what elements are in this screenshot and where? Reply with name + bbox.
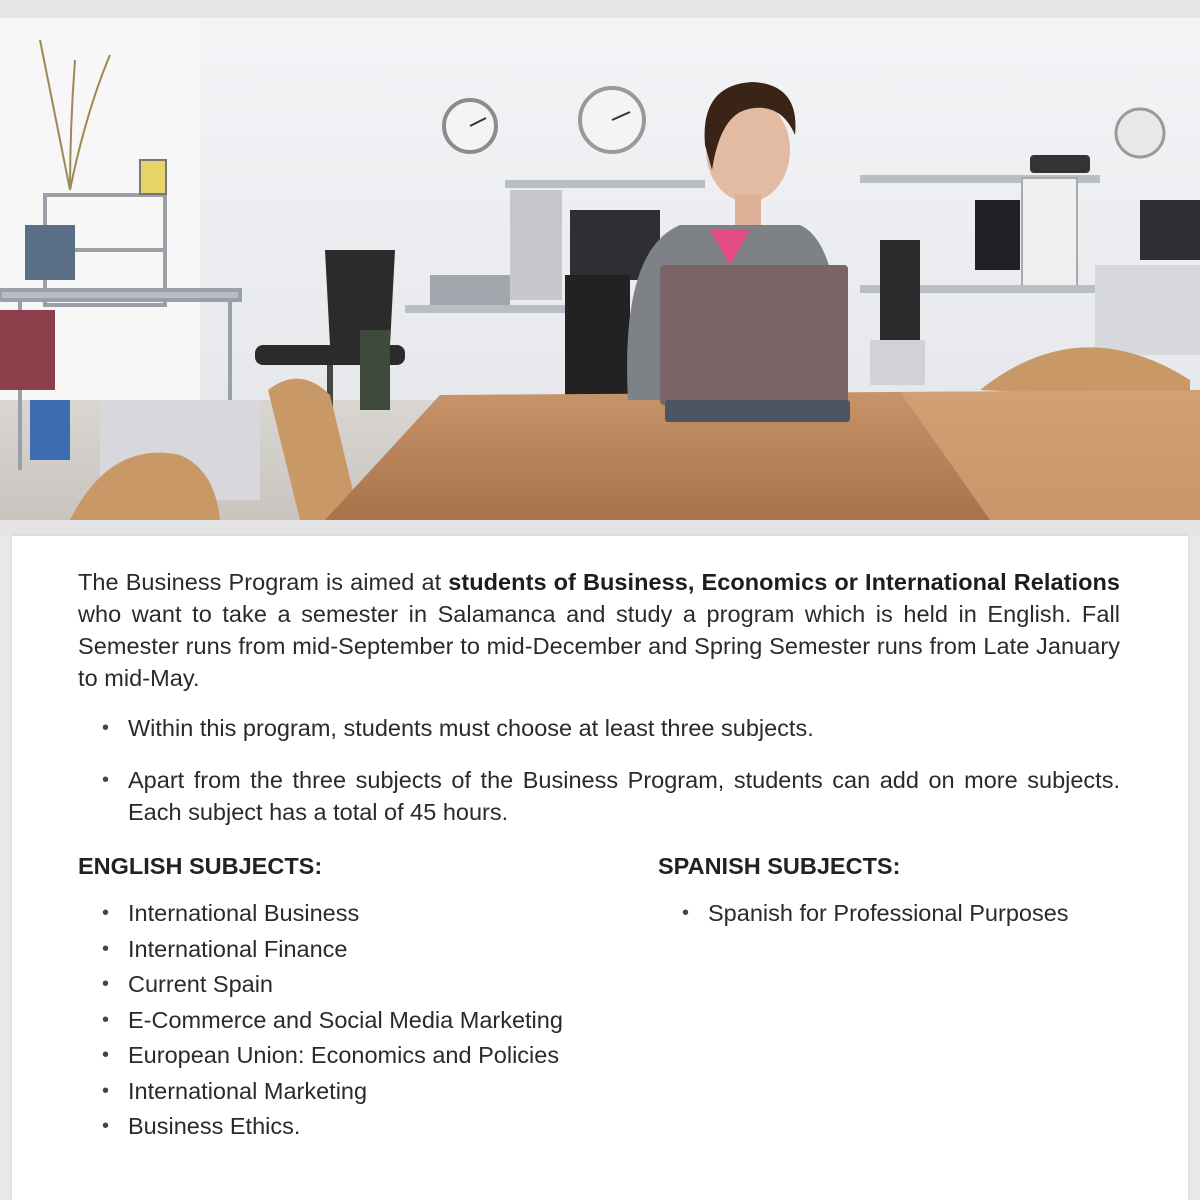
hero-photo <box>0 0 1200 520</box>
subject-item: • E-Commerce and Social Media Marketing <box>78 1003 638 1039</box>
program-rules-list <box>78 712 1120 828</box>
subject-item: • Spanish for Professional Purposes <box>658 896 1128 932</box>
subject-item: • International Finance <box>78 932 638 968</box>
office-illustration <box>0 0 1200 520</box>
spanish-subjects-section <box>658 850 1128 932</box>
section-separator <box>0 520 1200 536</box>
intro-text-end: who want to take a semester in Salamanca and study a program which is held in English. Fall Semester runs from mid-September to mid-December and Spring Semester runs from Late January to mid-May. <box>78 601 1120 691</box>
spanish-subjects-heading: SPANISH SUBJECTS: <box>658 853 901 879</box>
subjects-columns <box>78 850 1120 1170</box>
english-subjects-list <box>78 896 638 1145</box>
subject-item: • International Marketing <box>78 1074 638 1110</box>
subject-item: • International Business <box>78 896 638 932</box>
rule-item: • Apart from the three subjects of the Business Program, students can add on more subjects. Each subject has a total of 45 hours. <box>78 764 1120 828</box>
intro-paragraph <box>78 566 1120 694</box>
subject-item: • Current Spain <box>78 967 638 1003</box>
english-subjects-section <box>78 850 638 1145</box>
subject-item: • European Union: Economics and Policies <box>78 1038 638 1074</box>
program-content <box>78 566 1120 1170</box>
intro-emphasis: students of Business, Economics or International Relations <box>448 569 1120 595</box>
program-card <box>12 536 1188 1200</box>
intro-text-start: The Business Program is aimed at <box>78 569 449 595</box>
english-subjects-heading: ENGLISH SUBJECTS: <box>78 853 323 879</box>
rule-item: • Within this program, students must choose at least three subjects. <box>78 712 1120 744</box>
subject-item: • Business Ethics. <box>78 1109 638 1145</box>
spanish-subjects-list <box>658 896 1128 932</box>
